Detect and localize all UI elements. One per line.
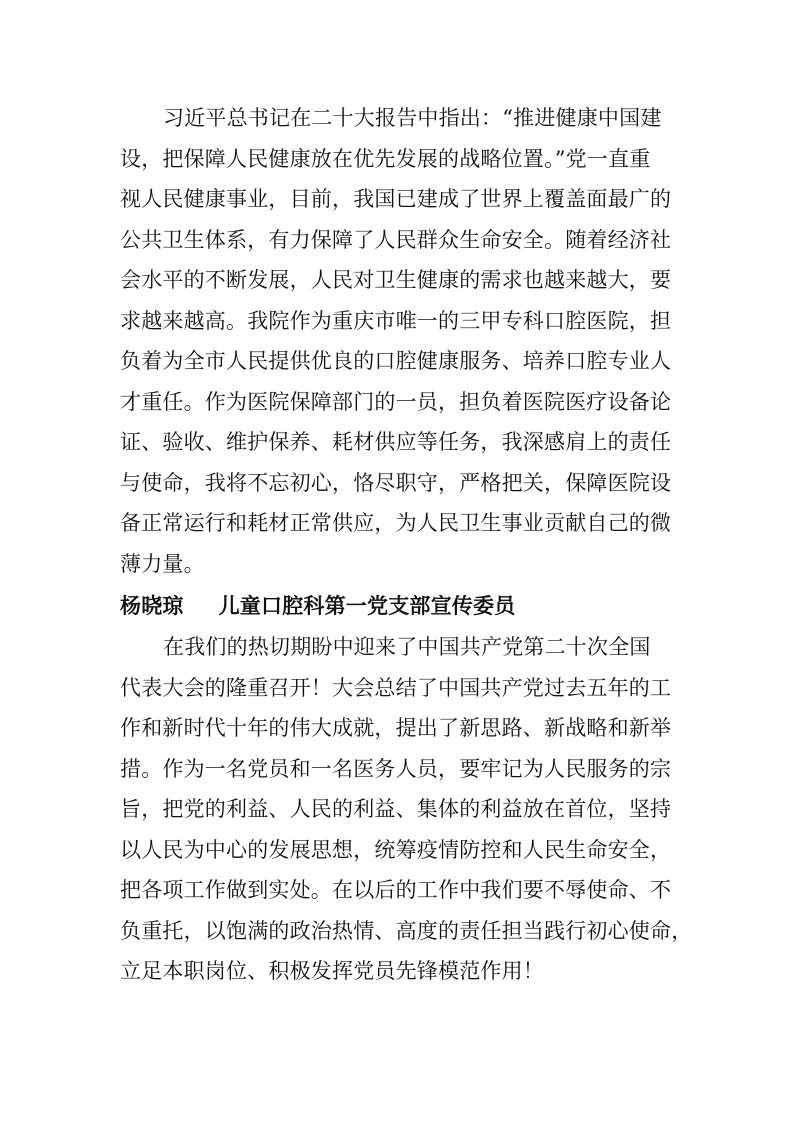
paragraph-line: 在我们的热切期盼中迎来了中国共产党第二十次全国 (163, 635, 651, 659)
speaker-role: 儿童口腔科第一党支部宣传委员 (218, 593, 516, 618)
paragraph-line: 求越来越高。我院作为重庆市唯一的三甲专科口腔医院，担 (120, 308, 672, 333)
paragraph-line: 视人民健康事业，目前，我国已建成了世界上覆盖面最广的 (120, 187, 672, 211)
paragraph-line: 才重任。作为医院保障部门的一员，担负着医院医疗设备论 (120, 389, 672, 414)
paragraph-line: 把各项工作做到实处。在以后的工作中我们要不辱使命、不 (120, 878, 672, 902)
paragraph-line: 负着为全市人民提供优良的口腔健康服务、培养口腔专业人 (120, 349, 672, 373)
paragraph-line: 与使命，我将不忘初心，恪尽职守，严格把关，保障医院设 (120, 470, 672, 495)
paragraph-line: 会水平的不断发展，人民对卫生健康的需求也越来越大，要 (120, 268, 672, 292)
paragraph-line: 以人民为中心的发展思想，统筹疫情防控和人民生命安全， (120, 837, 672, 862)
paragraph-line: 证、验收、维护保养、耗材供应等任务，我深感肩上的责任 (120, 430, 672, 454)
paragraph-line: 习近平总书记在二十大报告中指出：“推进健康中国建 (163, 106, 662, 130)
paragraph-line: 负重托，以饱满的政治热情、高度的责任担当践行初心使命， (120, 918, 693, 943)
paragraph-line: 代表大会的隆重召开！大会总结了中国共产党过去五年的工 (120, 675, 672, 700)
document-page (120, 98, 693, 992)
paragraph-line: 作和新时代十年的伟大成就，提出了新思路、新战略和新举 (120, 716, 672, 740)
speaker-heading (120, 584, 678, 627)
paragraph-line: 薄力量。 (120, 551, 205, 576)
paragraph-line: 立足本职岗位、积极发挥党员先锋模范作用！ (120, 959, 544, 983)
paragraph-2 (120, 627, 693, 992)
paragraph-line: 旨，把党的利益、人民的利益、集体的利益放在首位，坚持 (120, 797, 672, 821)
paragraph-line: 设，把保障人民健康放在优先发展的战略位置。”党一直重 (120, 146, 651, 171)
paragraph-line: 措。作为一名党员和一名医务人员，要牢记为人民服务的宗 (120, 756, 672, 781)
speaker-name: 杨晓琼 (120, 593, 184, 618)
paragraph-line: 公共卫生体系，有力保障了人民群众生命安全。随着经济社 (120, 227, 672, 252)
paragraph-line: 备正常运行和耗材正常供应，为人民卫生事业贡献自己的微 (120, 511, 672, 535)
paragraph-1 (120, 98, 678, 584)
